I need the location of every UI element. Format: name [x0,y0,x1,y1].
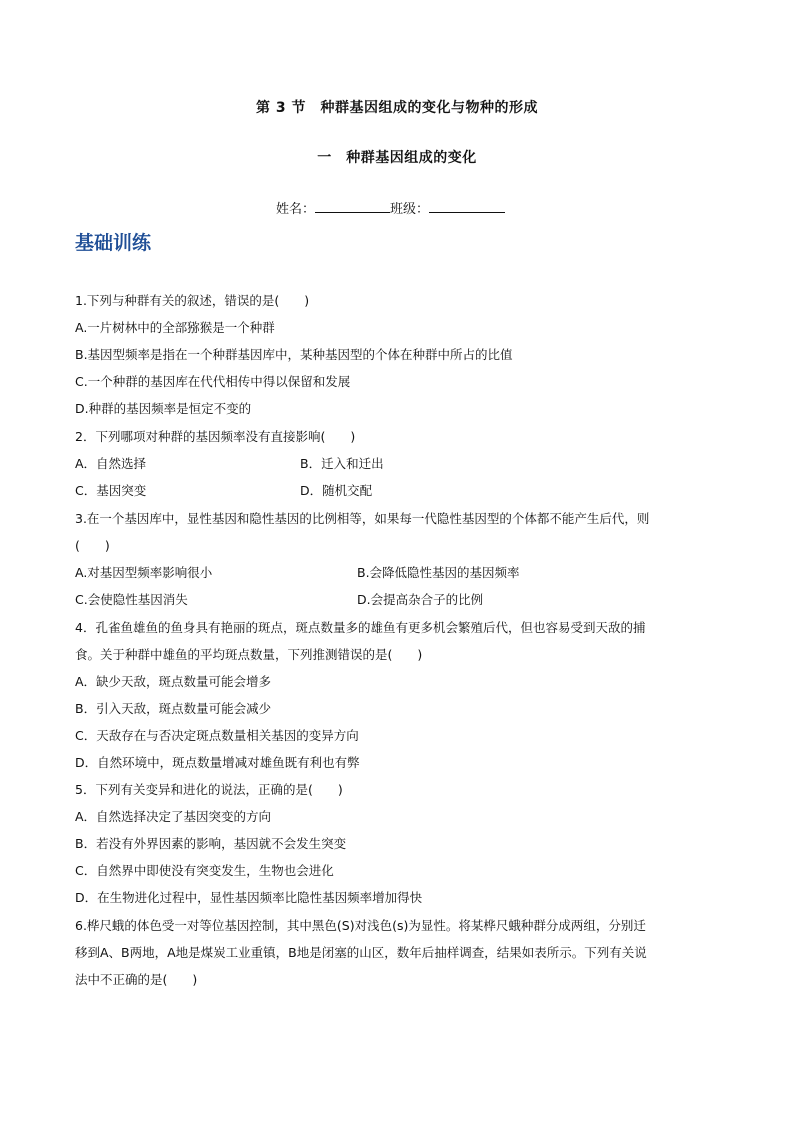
option: D.种群的基因频率是恒定不变的 [75,401,252,416]
option: A.一片树林中的全部猕猴是一个种群 [75,320,275,335]
option: C．自然界中即使没有突变发生，生物也会进化 [75,863,334,878]
name-label: 姓名： [276,202,316,217]
option: C．基因突变 [75,483,147,498]
question-stem: 食。关于种群中雄鱼的平均斑点数量，下列推测错误的是( ) [75,647,423,662]
option: B.基因型频率是指在一个种群基因库中，某种基因型的个体在种群中所占的比值 [75,347,513,362]
option: C．天敌存在与否决定斑点数量相关基因的变异方向 [75,728,359,743]
option: B．迁入和迁出 [300,456,384,471]
option: B．若没有外界因素的影响，基因就不会发生突变 [75,836,347,851]
question-stem: 4．孔雀鱼雄鱼的鱼身具有艳丽的斑点，斑点数量多的雄鱼有更多机会繁殖后代，但也容易受到天敌的捕 [75,620,646,635]
page-subtitle: 一 种群基因组成的变化 [317,150,477,166]
option: D．自然环境中，斑点数量增减对雄鱼既有利也有弊 [75,755,360,770]
option: C.一个种群的基因库在代代相传中得以保留和发展 [75,374,351,389]
question-stem: 6.桦尺蛾的体色受一对等位基因控制，其中黑色(S)对浅色(s)为显性。将某桦尺蛾种群分成两组，分别迁 [75,918,646,933]
option: D．随机交配 [300,483,373,498]
page-title: 第 3 节 种群基因组成的变化与物种的形成 [256,100,538,116]
question-stem: 1.下列与种群有关的叙述，错误的是( ) [75,293,310,308]
class-blank [429,200,505,213]
option: A．自然选择决定了基因突变的方向 [75,809,272,824]
name-class-line [276,198,505,217]
option: A．缺少天敌，斑点数量可能会增多 [75,674,272,689]
option: C.会使隐性基因消失 [75,592,188,607]
option: A.对基因型频率影响很小 [75,565,213,580]
class-label: 班级： [390,202,430,217]
question-stem: 2．下列哪项对种群的基因频率没有直接影响( ) [75,429,356,444]
question-stem: 移到A、B两地，A地是煤炭工业重镇，B地是闭塞的山区，数年后抽样调查，结果如表所示。下列有关说 [75,945,647,960]
option: D．在生物进化过程中，显性基因频率比隐性基因频率增加得快 [75,890,423,905]
question-stem: 3.在一个基因库中，显性基因和隐性基因的比例相等，如果每一代隐性基因型的个体都不能产生后代，则 [75,511,650,526]
option: A．自然选择 [75,456,147,471]
option: B.会降低隐性基因的基因频率 [357,565,520,580]
question-stem: ( ) [75,538,110,553]
question-stem: 法中不正确的是( ) [75,972,198,987]
section-heading: 基础训练 [75,232,152,254]
option: B．引入天敌，斑点数量可能会减少 [75,701,272,716]
option: D.会提高杂合子的比例 [357,592,484,607]
question-stem: 5．下列有关变异和进化的说法，正确的是( ) [75,782,343,797]
name-blank [315,200,390,213]
